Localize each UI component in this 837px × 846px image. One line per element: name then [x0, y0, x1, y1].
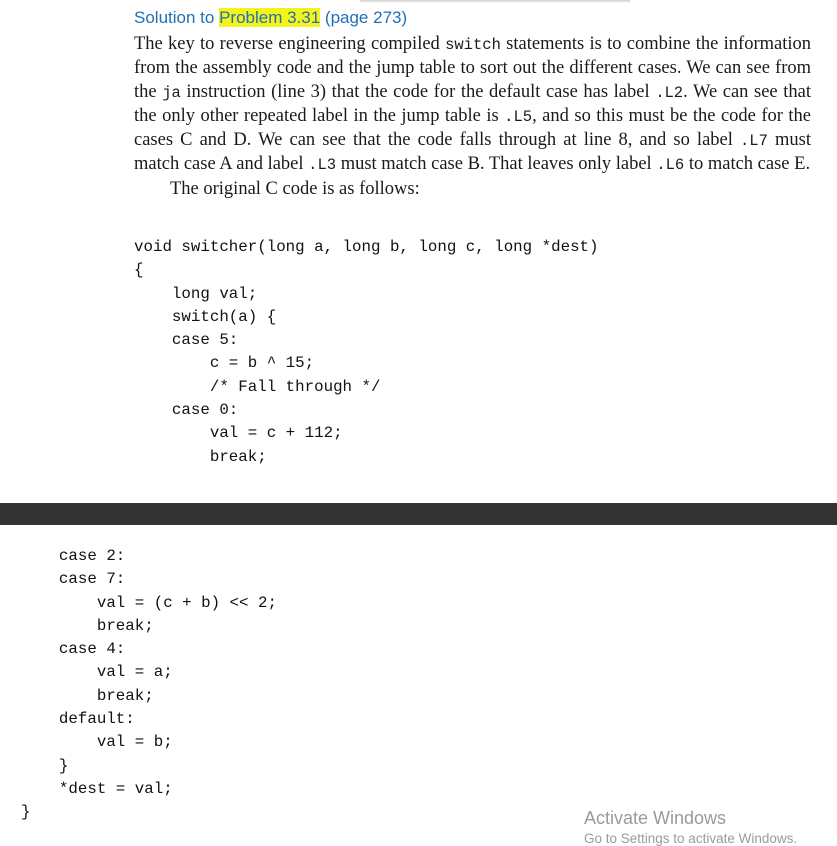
solution-body: [134, 33, 811, 201]
inline-code: .L7: [740, 132, 768, 151]
text-run: . We can see that the only other repeated label in the jump table is: [134, 81, 811, 126]
text-run: must match case B. That leaves only label: [336, 154, 657, 175]
code-block-part2: case 2: case 7: val = (c + b) << 2; break; case 4: val = a; break; default: val = b; } *dest = val; }: [21, 547, 277, 822]
inline-code: ja: [162, 83, 181, 102]
heading-page-ref: (page 273): [320, 8, 408, 27]
inline-code: .L3: [308, 156, 337, 175]
text-run: to match case E.: [684, 154, 811, 175]
intro-paragraph: The original C code is as follows:: [170, 178, 420, 199]
solution-heading: [134, 8, 407, 28]
explanation-paragraph: [134, 33, 811, 178]
watermark-subtitle: Go to Settings to activate Windows.: [584, 831, 798, 846]
inline-code: .L6: [656, 156, 685, 175]
inline-code: switch: [445, 36, 501, 54]
text-run: must match case A and label: [134, 130, 811, 175]
inline-code: .L5: [504, 107, 533, 126]
watermark-title: Activate Windows: [584, 808, 727, 828]
heading-prefix: Solution to: [134, 8, 220, 27]
text-run: , and so this must be the code for the cases C and D. We can see that the code falls through at line 8, and so label: [134, 105, 811, 151]
text-run: instruction (line 3) that the code for the default case has label: [180, 81, 656, 102]
page-divider-bar: [0, 503, 837, 525]
inline-code: .L2: [655, 83, 684, 102]
text-run: statements is to combine the information from the assembly code and the jump table to sort out the different cases. We can see from the: [134, 34, 811, 102]
top-shadow: [360, 0, 630, 3]
activation-watermark: [584, 808, 797, 846]
text-run: The key to reverse engineering compiled: [134, 34, 446, 54]
problem-highlight: Problem 3.31: [219, 8, 321, 27]
code-block-part1: void switcher(long a, long b, long c, long *dest) { long val; switch(a) { case 5: c = b ^ 15; /* Fall through */ case 0: val = c + 112; break;: [134, 238, 599, 466]
